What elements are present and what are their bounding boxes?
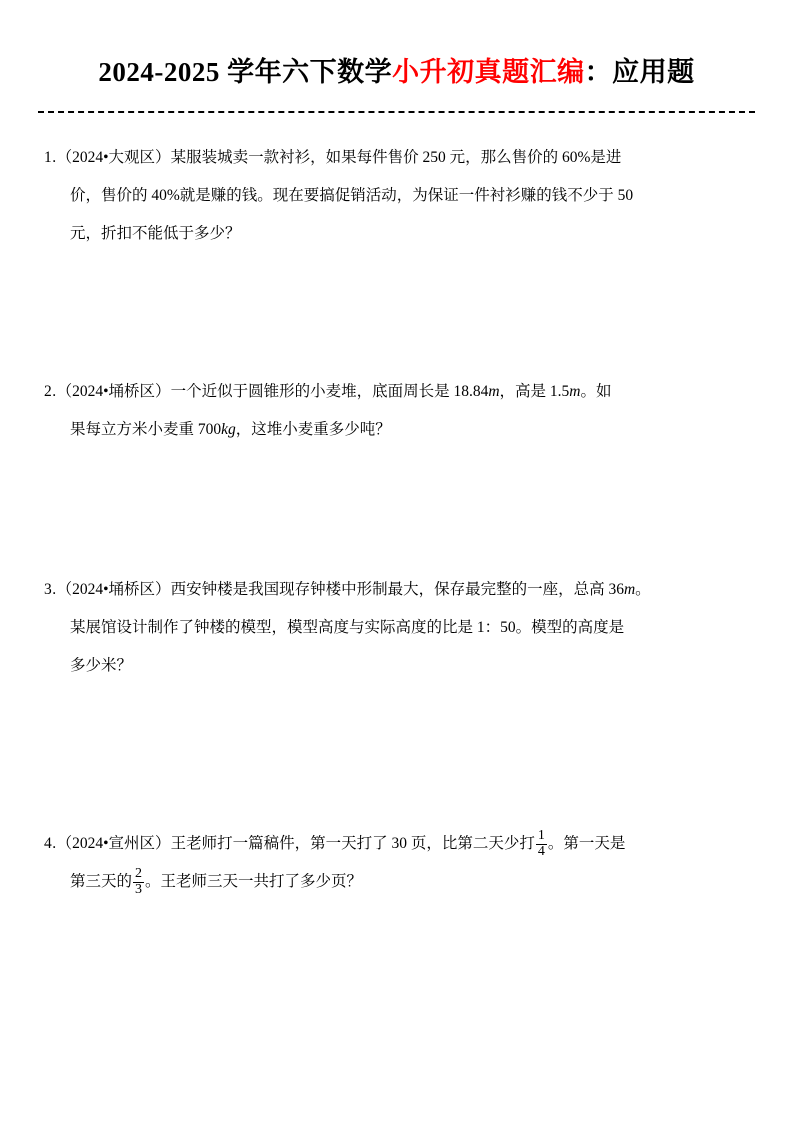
unit-m: m bbox=[569, 382, 581, 400]
page-title-suffix: ：应用题 bbox=[584, 57, 695, 87]
question-number: 4. bbox=[44, 834, 57, 852]
question-source: （2024•埇桥区） bbox=[56, 382, 171, 400]
page-title-highlight: 小升初真题汇编 bbox=[392, 57, 585, 87]
question-line bbox=[44, 411, 731, 449]
question-line bbox=[44, 571, 731, 609]
question-text: 西安钟楼是我国现存钟楼中形制最大，保存最完整的一座，总高 36 bbox=[170, 580, 624, 598]
question-text: 多少米？ bbox=[70, 656, 133, 674]
unit-m: m bbox=[488, 382, 500, 400]
question-item bbox=[44, 139, 731, 253]
question-source: （2024•埇桥区） bbox=[56, 580, 171, 598]
question-line bbox=[44, 177, 731, 215]
fraction-denominator: 3 bbox=[135, 881, 143, 897]
unit-m: m bbox=[623, 580, 636, 598]
fraction bbox=[133, 867, 144, 897]
question-text: 。如 bbox=[580, 382, 612, 400]
question-line bbox=[44, 215, 731, 253]
question-text: 某展馆设计制作了钟楼的模型，模型高度与实际高度的比是 1：50。模型的高度是 bbox=[70, 618, 625, 636]
question-source: （2024•宣州区） bbox=[56, 834, 171, 852]
unit-kg: kg bbox=[221, 420, 236, 438]
question-line bbox=[44, 609, 731, 647]
question-line bbox=[44, 863, 731, 901]
question-source: （2024•大观区） bbox=[56, 149, 171, 166]
question-line bbox=[44, 825, 731, 863]
title-divider bbox=[38, 111, 755, 113]
question-text: ，高是 1.5 bbox=[499, 382, 570, 400]
question-text: 果每立方米小麦重 700 bbox=[70, 420, 222, 438]
question-line bbox=[44, 139, 731, 177]
question-text: 一个近似于圆锥形的小麦堆，底面周长是 18.84 bbox=[170, 382, 489, 400]
question-number: 3. bbox=[44, 580, 57, 598]
fraction-numerator: 2 bbox=[135, 866, 143, 882]
question-text: ，这堆小麦重多少吨？ bbox=[235, 420, 391, 438]
question-text: 。王老师三天一共打了多少页？ bbox=[145, 872, 363, 890]
fraction-denominator: 4 bbox=[537, 844, 545, 860]
fraction-numerator: 1 bbox=[537, 828, 545, 844]
question-line bbox=[44, 373, 731, 411]
question-item bbox=[44, 571, 731, 685]
page-title bbox=[0, 0, 793, 89]
question-text: 第三天的 bbox=[70, 872, 133, 890]
question-item bbox=[44, 825, 731, 901]
question-number: 1. bbox=[44, 149, 57, 166]
question-text: 某服装城卖一款衬衫，如果每件售价 250 元，那么售价的 60%是进 bbox=[170, 149, 622, 166]
question-number: 2. bbox=[44, 382, 57, 400]
question-text: 价，售价的 40%就是赚的钱。现在要搞促销活动，为保证一件衬衫赚的钱不少于 50 bbox=[70, 186, 634, 204]
question-line bbox=[44, 647, 731, 685]
question-text: 王老师打一篇稿件，第一天打了 30 页，比第二天少打 bbox=[170, 834, 535, 852]
question-list bbox=[0, 139, 793, 901]
question-text: 。第一天是 bbox=[547, 834, 626, 852]
fraction bbox=[536, 829, 547, 859]
question-text: 。 bbox=[635, 580, 651, 598]
question-text: 元，折扣不能低于多少？ bbox=[70, 224, 241, 242]
page-title-prefix: 2024-2025 学年六下数学 bbox=[98, 57, 393, 87]
question-item bbox=[44, 373, 731, 449]
